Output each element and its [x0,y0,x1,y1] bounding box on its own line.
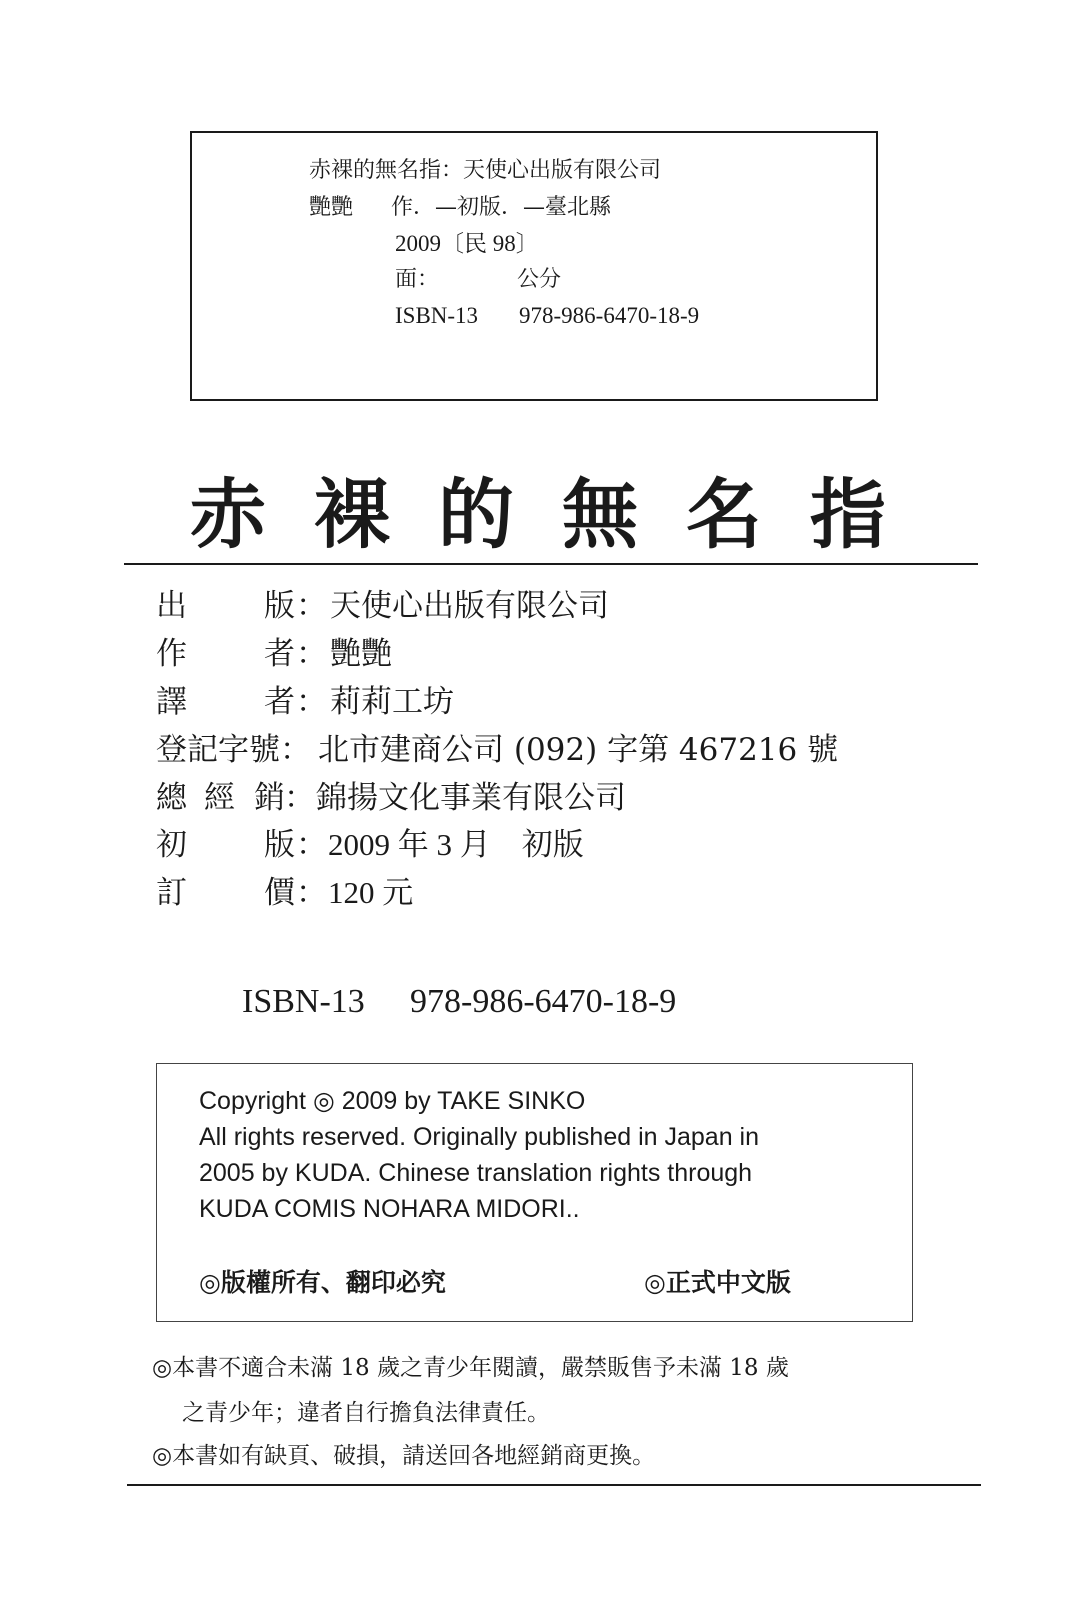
distributor-label: 總 經 銷 [156,780,285,816]
publisher-label: 出 版 [156,588,295,624]
author-label: 作 者 [156,636,295,672]
author-value: 艷艷 [330,636,392,672]
title-rule [124,563,978,565]
copyright-line-1: Copyright ◎ 2009 by TAKE SINKO [199,1087,586,1115]
price-row: 訂 價 ： 120 元 [156,871,576,915]
replacement-notice: ◎本書如有缺頁、破損，請送回各地經銷商更換。 [152,1443,656,1469]
first-edition-value: 2009 年 3 月 初版 [328,827,584,862]
cip-edition: 作．—初版．—臺北縣 [391,195,612,220]
author-row: 作 者 ： 艷艷 [156,632,676,676]
translator-value: 莉莉工坊 [330,684,454,720]
cip-isbn-value: 978-986-6470-18-9 [519,303,700,328]
publisher-value: 天使心出版有限公司 [330,588,609,624]
age-notice-line-1: ◎本書不適合未滿 18 歲之青少年閱讀，嚴禁販售予未滿 18 歲 [152,1355,789,1381]
cip-size: 公分 [517,267,562,292]
cip-isbn-label: ISBN-13 [395,303,479,328]
copyright-line-3: 2005 by KUDA. Chinese translation rights through [199,1159,753,1187]
first-edition-row: 初 版 ： 2009 年 3 月 初版 [156,823,676,867]
book-title: 赤裸的無名指 [190,470,934,559]
first-edition-label: 初 版 [156,827,295,863]
distributor-row: 總 經 銷 ： 錦揚文化事業有限公司 [156,776,716,820]
publisher-row: 出 版 ： 天使心出版有限公司 [156,584,676,628]
translator-row: 譯 者 ： 莉莉工坊 [156,680,676,724]
translator-label: 譯 者 [156,684,295,720]
price-label: 訂 價 [156,875,295,911]
official-edition-notice: ◎正式中文版 [644,1268,791,1297]
cip-author: 艷艷 [309,195,354,220]
copyright-line-2: All rights reserved. Originally published in Japan in [199,1123,760,1151]
isbn [242,980,722,1024]
isbn-value: 978-986-6470-18-9 [410,983,677,1020]
copyright-line-4: KUDA COMIS NOHARA MIDORI.. [199,1195,580,1223]
registration-value: 北市建商公司 (092) 字第 467216 號 [318,732,839,768]
distributor-value: 錦揚文化事業有限公司 [316,780,626,816]
registration-label: 登記字號 [156,732,280,768]
copyright-box [156,1063,913,1322]
age-notice-line-2: 之青少年；違者自行擔負法律責任。 [182,1400,550,1426]
registration-row: 登記字號 ： 北市建商公司 (092) 字第 467216 號 [156,728,856,772]
isbn-label: ISBN-13 [242,983,365,1020]
cip-pages: 面： [395,267,440,292]
rights-reserved-notice: ◎版權所有、翻印必究 [199,1268,446,1297]
bottom-rule [127,1484,981,1486]
price-value: 120 元 [328,875,414,910]
